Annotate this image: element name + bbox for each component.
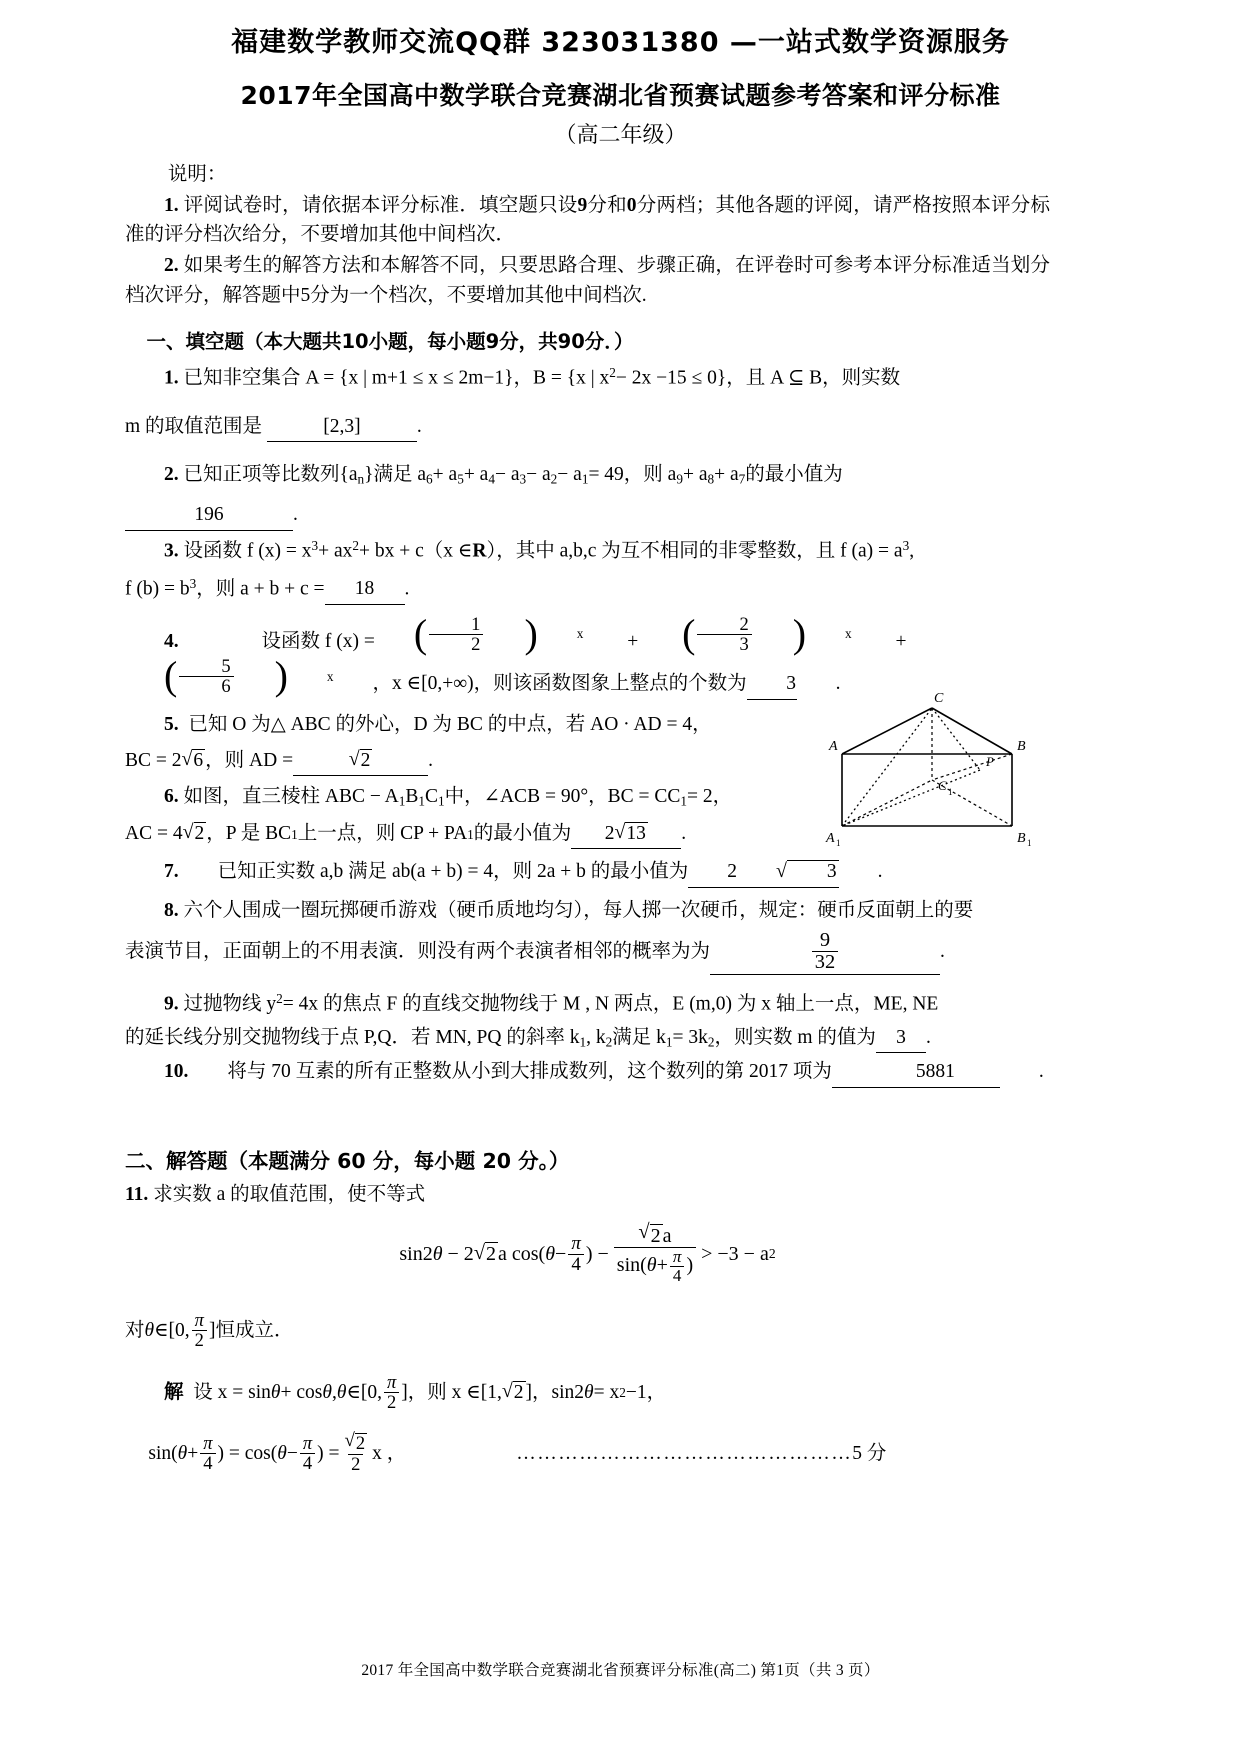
label-B1: B	[1017, 831, 1026, 846]
problem-9-answer: 3	[876, 1023, 926, 1054]
problem-11	[125, 1180, 1050, 1210]
problem-8-answer: $\frac{9}{32}$	[710, 930, 940, 975]
problem-1-answer: [2,3]	[267, 412, 417, 443]
formula-close: ) −	[585, 1243, 609, 1266]
notes-heading: 说明：	[167, 164, 227, 185]
page-subtitle: （高二年级）	[554, 122, 687, 147]
problem-3-text-b: + ax	[318, 539, 353, 561]
label-A1-sub: 1	[836, 838, 841, 846]
problem-9-text-a: 过抛物线 y	[183, 993, 277, 1015]
label-C: C	[934, 691, 944, 706]
watermark-header: 福建数学教师交流QQ群 323031380 —一站式数学资源服务	[231, 27, 1010, 58]
problem-6-text-b: B	[405, 786, 419, 808]
notes-item-2	[125, 251, 1050, 310]
problem-9-text-g: ，则实数 m 的值为	[714, 1026, 876, 1048]
problem-9-text-f: = 3k	[672, 1026, 708, 1048]
problem-10: 10. 将与 70 互素的所有正整数从小到大排成数列，这个数列的第 2017 项为 5881 .	[125, 1057, 1050, 1088]
problem-2-text-f: − a	[526, 464, 551, 486]
prism-figure	[820, 686, 1100, 846]
problem-9-text-d: , k	[586, 1026, 606, 1048]
label-A: A	[829, 739, 838, 754]
problem-2-text-g: − a	[557, 464, 582, 486]
problem-6-text-e: = 2，	[687, 786, 733, 808]
problem-8-text-b: 表演节目，正面朝上的不用表演．则没有两个表演者相邻的概率为为	[125, 941, 711, 963]
problem-2-text-d: + a	[463, 464, 489, 486]
label-A1: A	[826, 831, 835, 846]
problem-2-answer: 196	[125, 500, 293, 531]
problem-3-text-c: + bx + c（x ∈	[359, 539, 473, 561]
notes-item-1-number: 1.	[164, 194, 179, 216]
problem-4-text-b: ，x ∈[0,+∞)，则该函数图象上整点的个数为	[372, 673, 747, 695]
problem-6-radical-2: √ 2	[183, 819, 207, 849]
problem-2-text-c: + a	[432, 464, 458, 486]
problem-1	[125, 363, 1050, 393]
problem-6-text-f: AC = 4	[125, 822, 183, 844]
problem-4-frac-1: ( $\frac{1}{2}$ ) x	[413, 611, 584, 657]
problem-8-number: 8.	[164, 900, 179, 922]
problem-5-text-c: ，则 AD =	[205, 749, 294, 771]
problem-2-number: 2.	[164, 464, 179, 486]
problem-1-answer-line: m 的取值范围是 [2,3] .	[125, 412, 1050, 443]
problem-7: 7. 已知正实数 a,b 满足 ab(a + b) = 4，则 2a + b 的最小值为 2 √ 3 .	[125, 857, 1050, 888]
problem-3-answer: 18	[325, 574, 405, 605]
problem-6-answer: 2 √ 13	[571, 819, 681, 850]
problem-4-answer: 3	[747, 669, 797, 700]
problem-3: 3. 设函数 f $(x) = x^3+ ax^2+$ bx + c（x ∈R），其中 a,b,c 为互不相同的非零整数，且 f $(a) = a^3$,	[164, 537, 915, 561]
problem-9-text-c: 的延长线分别交抛物线于点 P,Q．若 MN, PQ 的斜率 k	[125, 1026, 580, 1048]
dot-leader: …………………………………………	[516, 1442, 853, 1464]
problem-9-number: 9.	[164, 993, 179, 1015]
formula-sin2: sin2	[399, 1243, 433, 1266]
problem-1-text-b: − 2x −15 ≤ 0}，且 A ⊆ B，则实数	[615, 367, 901, 389]
formula-theta-1: θ	[432, 1243, 443, 1266]
problem-1-exp: 2	[609, 364, 616, 380]
problem-9-text-b: = 4x 的焦点 F 的直线交抛物线于 M , N 两点，E (m,0) 为 x 轴上一点，ME, NE	[282, 993, 939, 1015]
formula-minus2: −	[555, 1243, 567, 1266]
problem-1-text-a: 已知非空集合 A = {x | m+1 ≤ x ≤ 2m−1}，B = {x | x	[183, 367, 610, 389]
problem-3-number: 3.	[164, 539, 179, 561]
problem-8	[125, 896, 1050, 926]
formula-minus: − 2	[447, 1243, 474, 1266]
section-1-heading: 一、填空题（本大题共10小题，每小题9分，共90分．）	[146, 330, 634, 354]
problem-4-frac-3: ( $\frac{5}{6}$ ) x	[164, 653, 334, 699]
label-P: P	[986, 754, 994, 769]
problem-11-text: 求实数 a 的取值范围，使不等式	[153, 1184, 426, 1206]
problem-11-formula: sin2 θ − 2 √ 2 a cos( θ − $\frac{\pi}{4}$ ) − √ 2 a sin(θ+ $\frac{\pi}{4}$ ) > −3 − a 2	[125, 1224, 1050, 1285]
problem-10-text-a: 将与 70 互素的所有正整数从小到大排成数列，这个数列的第 2017 项为	[227, 1061, 832, 1083]
notes-item-2-number: 2.	[164, 254, 179, 276]
problem-6-number: 6.	[164, 786, 179, 808]
problem-7-answer: 2 √ 3	[688, 857, 838, 888]
problem-3-text-d: ），其中 a,b,c 为互不相同的非零整数，且 f (a) = a	[486, 539, 903, 561]
problem-3-bold-R: R	[472, 539, 487, 561]
label-B: B	[1017, 739, 1026, 754]
problem-2-text-h: = 49，则 a	[588, 464, 677, 486]
problem-1-number: 1.	[164, 367, 179, 389]
problem-2-text-a: 已知正项等比数列{a	[183, 464, 358, 486]
problem-6-text-a: 如图，直三棱柱 ABC − A	[183, 786, 399, 808]
problem-5-text-a: 已知 O 为△ ABC 的外心，D 为 BC 的中点，若 AO · AD = 4，	[188, 713, 712, 735]
notes-item-1-bold-9: 9	[577, 194, 588, 216]
problem-4-text-a: 设函数 f (x) =	[261, 631, 375, 653]
label-C1-sub: 1	[948, 787, 953, 797]
problem-9-text-e: 满足 k	[612, 1026, 666, 1048]
page-footer: 2017 年全国高中数学联合竞赛湖北省预赛评分标准(高二) 第1页（共 3 页）	[361, 1662, 880, 1679]
score-5: 5 分	[852, 1442, 887, 1464]
problem-2: 2. 已知正项等比数列$\{a_n\}$满足 $a_6+ a_5+ a_4- a_3- a_2- a_1= 49$，则 $a_9+ a_8+ a_7$的最小值为	[164, 464, 843, 487]
notes-item-1-text-d: 分两档；其他各题的评阅，请严格按照本评分标准的评分档次给分，不要增加其他中间档次．	[125, 194, 1050, 246]
problem-5-answer: √ 2	[293, 746, 428, 777]
problem-3-text-a: 设函数 f (x) = x	[183, 539, 312, 561]
problem-11-number: 11.	[125, 1184, 149, 1206]
problem-2-answer-line: 196 .	[125, 500, 1050, 531]
problem-4: 4. 设函数 f (x) = ( $\frac{1}{2}$ ) x + ( $\frac{2}{3}$ ) x + ( $\frac{5}{6}$ ) x ，x ∈[0,+∞)，则该函数图象上整点的个数为 3 .	[125, 615, 1050, 700]
notes-item-1-text-a: 评阅试卷时，请依据本评分标准．填空题只设	[183, 194, 578, 216]
notes-item-2-text: 如果考生的解答方法和本解答不同，只要思路合理、步骤正确，在评卷时可参考本评分标准适当划分档次评分，解答题中5分为一个档次，不要增加其他中间档次.	[125, 254, 1050, 306]
formula-theta-2: θ	[545, 1243, 556, 1266]
problem-7-text-a: 已知正实数 a,b 满足 ab(a + b) = 4，则 2a + b 的最小值为	[217, 861, 689, 883]
problem-2-text-j: + a	[714, 464, 739, 486]
problem-5-radical-6: √ 6	[182, 746, 206, 776]
problem-6-answer-line: AC = 4 √ 2 ，P 是 BC 1 上一点，则 CP + PA 1 的最小值为 2 √ 13 .	[125, 819, 1050, 850]
solution-line-1: 解 设 x = sin θ + cos θ , θ ∈[0, $\frac{\pi}{2}$ ]，则 x ∈[1, √ 2 ]，sin2 θ = x 2 −1，	[125, 1373, 1050, 1413]
notes-item-1-text-c: 分和	[587, 194, 627, 216]
label-B1-sub: 1	[1027, 838, 1032, 846]
label-C1: C	[938, 778, 947, 793]
problem-5-number: 5.	[164, 713, 179, 735]
problem-6-text-c: C	[425, 786, 439, 808]
problem-2-text-i: + a	[682, 464, 708, 486]
solution-label: 解	[164, 1381, 184, 1403]
problem-6-text-i: 的最小值为	[473, 822, 572, 844]
page-title: 2017年全国高中数学联合竞赛湖北省预赛试题参考答案和评分标准	[240, 81, 1001, 110]
problem-9-answer-line: 的延长线分别交抛物线于点 P,Q．若 MN, PQ 的斜率 $k_1$, $k_2$满足 $k_1= 3k_2$，则实数 m 的值为 3 .	[125, 1023, 1050, 1054]
formula-rhs: > −3 − a	[701, 1243, 769, 1266]
problem-2-text-k: 的最小值为	[745, 464, 843, 486]
problem-6: 6. 如图，直三棱柱 ABC − $A_1B_1C_1$中，∠ACB = 90°，BC = $CC_1= 2$，	[164, 786, 733, 809]
problem-10-number: 10.	[164, 1061, 189, 1083]
problem-4-number: 4.	[164, 631, 179, 653]
problem-11-condition: 对 θ ∈[0, $\frac{\pi}{2}$ ]恒成立．	[125, 1309, 294, 1352]
problem-10-answer: 5881	[832, 1057, 1000, 1088]
section-2-heading: 二、解答题（本题满分 60 分，每小题 20 分。）	[125, 1148, 570, 1173]
problem-3-answer-line: f $(b) = b^3$，则 a + b + c = 18 .	[125, 574, 1050, 605]
problem-6-text-g: ，P 是 BC	[206, 822, 292, 844]
problem-2-text-e: − a	[494, 464, 520, 486]
problem-8-answer-line: 表演节目，正面朝上的不用表演．则没有两个表演者相邻的概率为为 $\frac{9}{32}$ .	[125, 928, 945, 974]
problem-1-text-c: m 的取值范围是	[125, 415, 263, 437]
formula-acos: a cos(	[498, 1243, 546, 1266]
problem-9: 9. 过抛物线 $y^2= 4x$ 的焦点 F 的直线交抛物线于 M , N 两点，E (m,0) 为 x 轴上一点，ME, NE	[164, 990, 939, 1015]
problem-6-text-d: 中，∠ACB = 90°，BC = CC	[444, 786, 681, 808]
problem-6-text-h: 上一点，则 CP + PA	[297, 822, 468, 844]
problem-2-text-b: }满足 a	[364, 464, 427, 486]
notes-item-1-bold-0: 0	[626, 194, 637, 216]
problem-5-text-b: BC = 2	[125, 749, 182, 771]
problem-4-frac-2: ( $\frac{2}{3}$ ) x	[682, 611, 852, 657]
notes-item-1	[125, 191, 1050, 250]
solution-line-2: sin( θ + $\frac{\pi}{4}$ ) = cos( θ − $\frac{\pi}{4}$ ) = √ $\frac{2}{2}$ x ， ………………………………………… 5 分	[125, 1433, 1050, 1475]
problem-3-fb: f (b) = b	[125, 577, 190, 599]
prism-svg	[820, 686, 1100, 846]
problem-8-text-a: 六个人围成一圈玩掷硬币游戏（硬币质地均匀），每人掷一次硬币，规定：硬币反面朝上的要	[183, 900, 974, 922]
problem-5-answer-line: BC = 2 √ 6 ，则 AD = √ 2 .	[125, 746, 1050, 777]
problem-7-number: 7.	[164, 861, 179, 883]
